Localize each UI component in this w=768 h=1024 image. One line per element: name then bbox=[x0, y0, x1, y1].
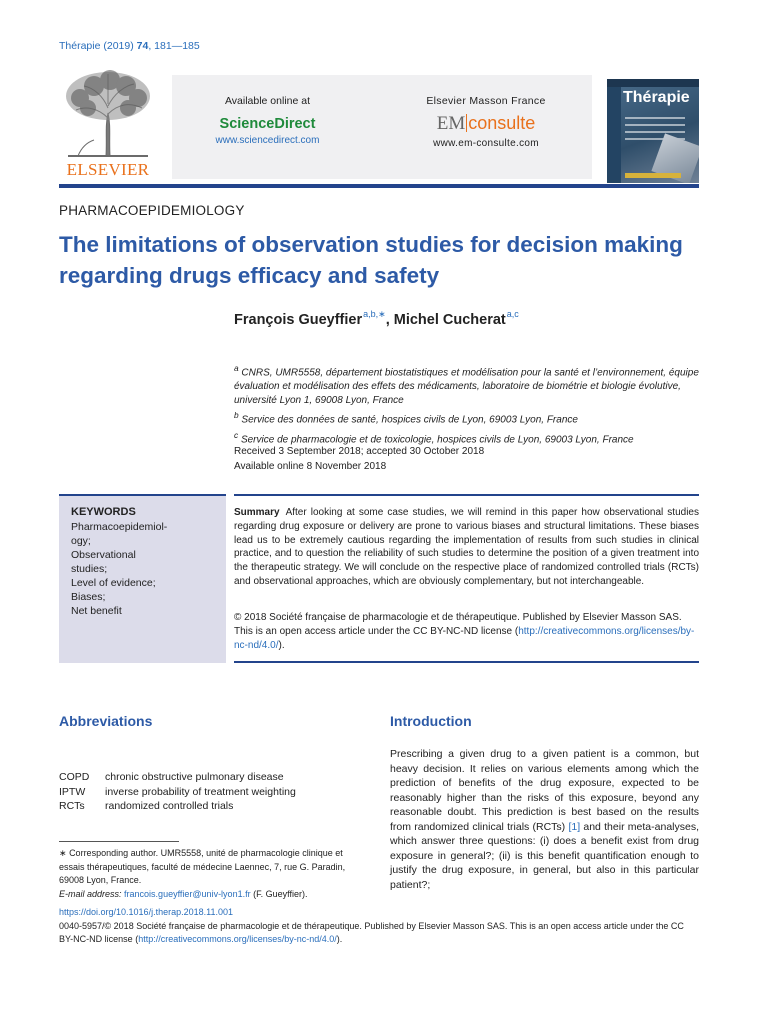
doi-link[interactable]: https://doi.org/10.1016/j.therap.2018.11.001 bbox=[59, 907, 233, 917]
journal-citation[interactable]: Thérapie (2019) 74, 181—185 bbox=[59, 40, 200, 52]
cover-title: Thérapie bbox=[623, 89, 690, 106]
emconsulte-block bbox=[416, 95, 556, 149]
abstract-bottom-rule bbox=[234, 661, 699, 663]
license-link[interactable]: http://creativecommons.org/licenses/by-nc-nd/4.0/ bbox=[234, 625, 695, 651]
author-name[interactable]: Michel Cucherat bbox=[393, 312, 506, 328]
issn-copyright: 0040-5957/© 2018 Société française de pharmacologie et de thérapeutique. Published by Elsevier Masson SAS. This is an open access article under the CC BY-NC-ND license (http://creativecommons.org/licenses/by-nc-nd/4.0/). bbox=[59, 921, 684, 944]
introduction-paragraph: Prescribing a given drug to a given patient is a common, but heavy decision. It relies on various elements among which the prediction of benefits of the drug exposure, expected to be reasonably higher than the risks of this exposure, beyond any reasonable doubt. This prediction is best based on the results from randomized clinical trials (RCTs) [1] and their meta-analyses, which answer three questions: (i) does a benefit exist from drug exposure in general?; (ii) is this benefit quantification enough to justify the drug exposure, in general, but also in this particular patient?; bbox=[390, 748, 700, 891]
introduction-heading: Introduction bbox=[390, 713, 472, 729]
abstract-top-rule bbox=[234, 494, 699, 496]
journal-volume: 74 bbox=[136, 40, 149, 52]
abbreviation-row: COPD chronic obstructive pulmonary disease bbox=[59, 771, 284, 783]
email-link[interactable]: francois.gueyffier@univ-lyon1.fr bbox=[124, 888, 251, 899]
article-dates bbox=[234, 445, 484, 474]
keyword: Level of evidence; bbox=[71, 577, 156, 589]
keyword: Observational bbox=[71, 549, 136, 561]
article-title: The limitations of observation studies for decision making regarding drugs efficacy and safety bbox=[59, 232, 683, 288]
publisher-label: Elsevier Masson France bbox=[426, 95, 546, 107]
keyword: Pharmacoepidemiol- bbox=[71, 521, 168, 533]
header-rule bbox=[59, 184, 699, 188]
author-affil-ref[interactable]: a,b,∗ bbox=[363, 309, 386, 319]
affiliation: $^a$ CNRS, UMR5558, département biostatistiques et modélisation pour la santé et l’environnement, équipe évaluation et modélisation des effets des médicaments, laboratoire de biométrie et biologie évolutive, université Lyon 1, 69008 Lyon, France bbox=[234, 363, 699, 407]
tree-icon bbox=[58, 68, 158, 158]
keywords-heading: KEYWORDS bbox=[71, 506, 136, 518]
journal-name: Thérapie (2019) bbox=[59, 40, 134, 52]
summary-lead: Summary bbox=[234, 507, 280, 518]
author-name[interactable]: François Gueyffier bbox=[234, 312, 363, 328]
affiliation: $^b$ Service des données de santé, hospices civils de Lyon, 69003 Lyon, France bbox=[234, 410, 578, 426]
sciencedirect-link[interactable]: www.sciencedirect.com bbox=[215, 135, 320, 146]
journal-pages: 181—185 bbox=[154, 40, 200, 52]
online-date: Available online 8 November 2018 bbox=[234, 460, 387, 472]
keyword: ogy; bbox=[71, 535, 91, 547]
elsevier-wordmark: ELSEVIER bbox=[66, 160, 150, 179]
footer-license-link[interactable]: http://creativecommons.org/licenses/by-nc-nd/4.0/ bbox=[138, 934, 337, 944]
author-list: François Gueyffier$^{a,b,∗}$, Michel Cucherat$^{a,c}$ bbox=[234, 309, 519, 328]
affiliation: $^c$ Service de pharmacologie et de toxicologie, hospices civils de Lyon, 69003 Lyon, France bbox=[234, 429, 634, 445]
reference-link[interactable]: [1] bbox=[568, 820, 581, 833]
abstract-summary bbox=[234, 506, 699, 589]
emconsulte-logo: EM consulte bbox=[436, 113, 536, 134]
sciencedirect-logo: ScienceDirect bbox=[219, 116, 316, 132]
affiliations bbox=[234, 361, 704, 447]
abbreviation-row: IPTW inverse probability of treatment weighting bbox=[59, 785, 296, 798]
emconsulte-link[interactable]: www.em-consulte.com bbox=[433, 138, 539, 149]
keyword: Biases; bbox=[71, 591, 106, 603]
keyword: studies; bbox=[71, 563, 108, 575]
corresponding-author-footnote: ∗ Corresponding author. UMR5558, unité de pharmacologie clinique et essais thérapeutiques, faculté de médecine Laennec, 7, rue G. Paradin, 69008 Lyon, France. E-mail address: francois.gueyffier@univ-lyon1.fr (F. Gueyffier). bbox=[59, 848, 346, 899]
keywords-box bbox=[59, 494, 226, 663]
keywords-list bbox=[71, 520, 214, 618]
section-label: PHARMACOEPIDEMIOLOGY bbox=[59, 203, 245, 218]
keyword: Net benefit bbox=[71, 605, 122, 617]
abbreviation-row: RCTs randomized controlled trials bbox=[59, 800, 234, 812]
author-affil-ref[interactable]: a,c bbox=[506, 309, 519, 319]
abbreviations-heading: Abbreviations bbox=[59, 713, 153, 729]
available-online-label: Available online at bbox=[224, 95, 311, 107]
received-date: Received 3 September 2018; accepted 30 October 2018 bbox=[234, 446, 485, 457]
summary-text: After looking at some case studies, we will remind in this paper how observational studies regarding drug exposure or delivery are prone to various biases and structural limitations. These biases lead us to be extremely cautious regarding the implementation of results from such studies in clinical practice, and to question the reliability of such studies to determine the position of a given treatment into the therapeutic strategy. We will conclude on the respective place of randomized controlled trials (RCTs) and observational approaches, which are obviously complementary, but not interchangeable. bbox=[234, 507, 699, 587]
abbreviations-table bbox=[59, 770, 296, 814]
journal-cover bbox=[607, 79, 699, 183]
footnote-rule bbox=[59, 841, 179, 842]
abstract-copyright: © 2018 Société française de pharmacologie et de thérapeutique. Published by Elsevier Masson SAS. This is an open access article under the CC BY-NC-ND license (http://creativecommons.org/licenses/by-nc-nd/4.0/). bbox=[234, 612, 695, 651]
sciencedirect-block bbox=[200, 95, 335, 146]
elsevier-logo bbox=[58, 68, 158, 180]
